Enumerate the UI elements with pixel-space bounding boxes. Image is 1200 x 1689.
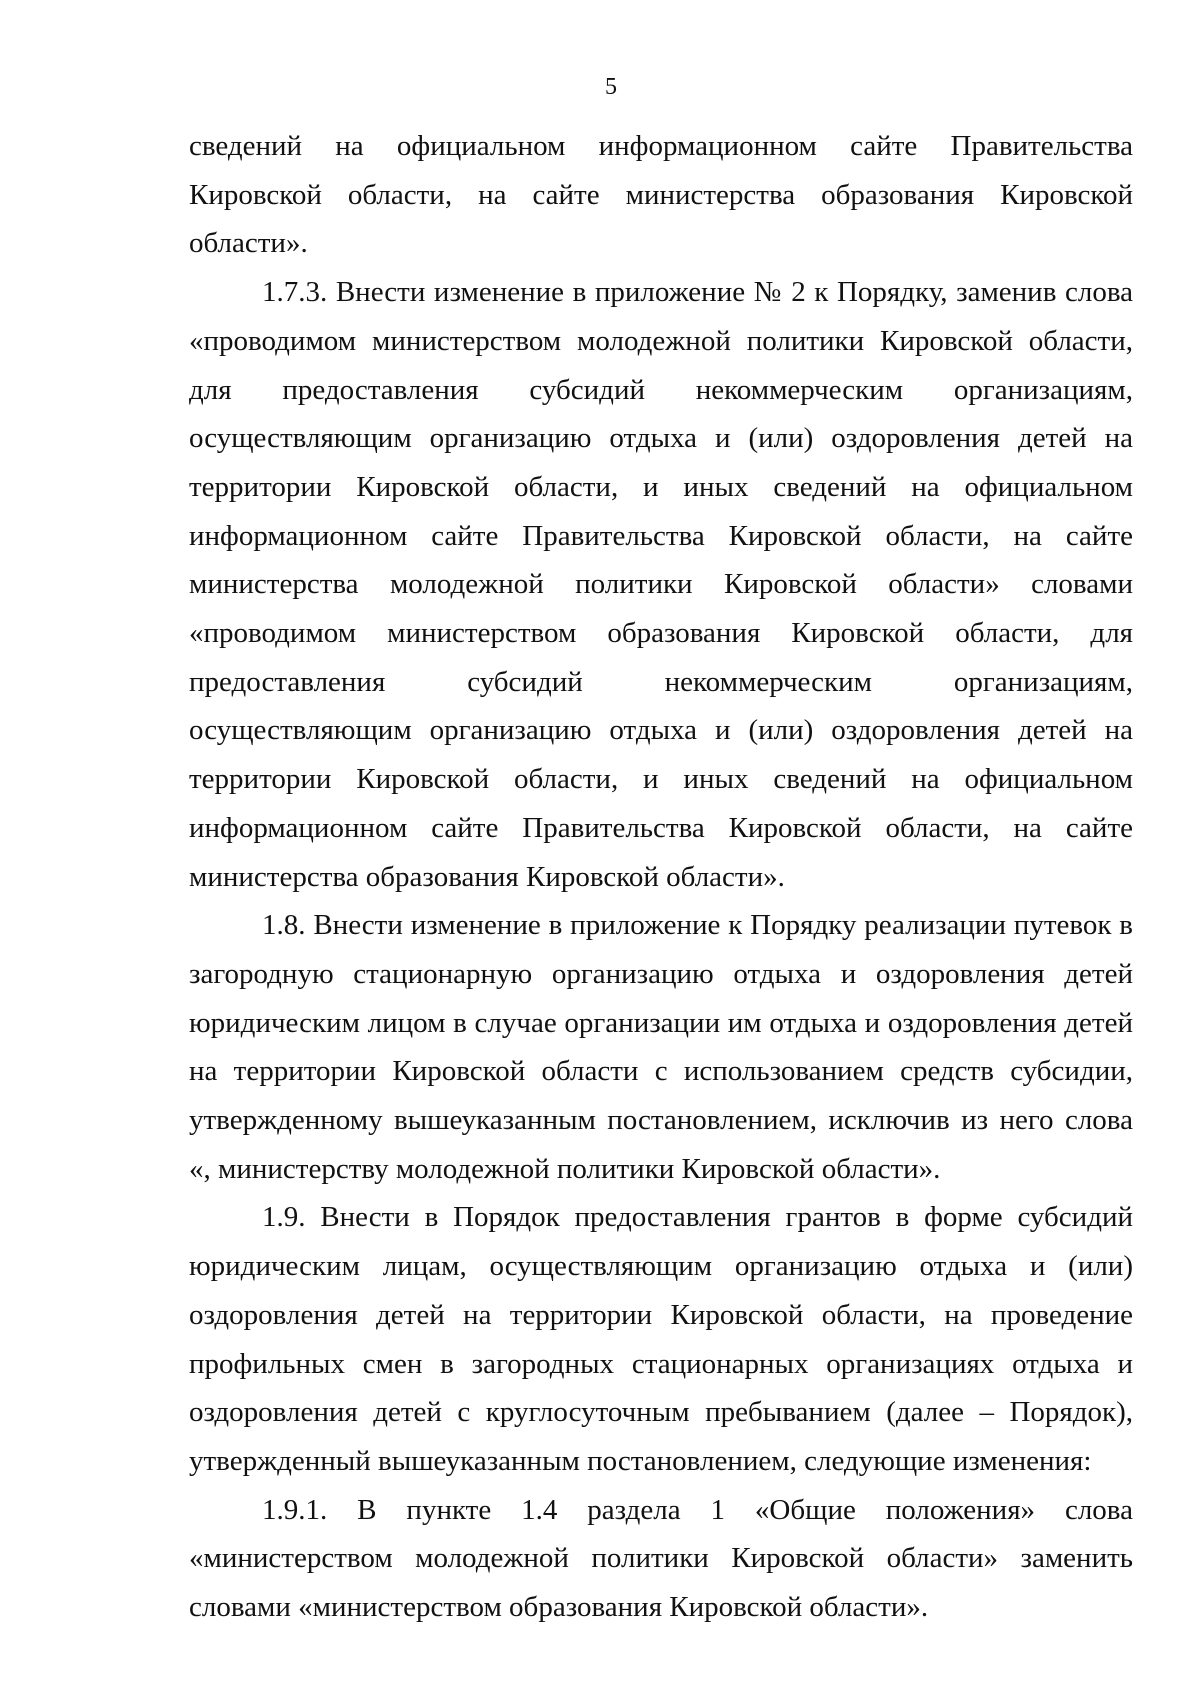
paragraph-1-9: 1.9. Внести в Порядок предоставления грантов в форме субсидий юридическим лицам, осуществляющим организацию отдыха и (или) оздоровления детей на территории Кировской области, на проведение профильных смен в загородных стационарных организациях отдыха и оздоровления детей с круглосуточным пребыванием (далее – Порядок), утвержденный вышеуказанным постановлением, следующие изменения: bbox=[189, 1201, 1133, 1477]
paragraph-1-9-1: 1.9.1. В пункте 1.4 раздела 1 «Общие положения» слова «министерством молодежной политики Кировской области» заменить словами «министерством образования Кировской области». bbox=[189, 1493, 1133, 1624]
paragraph-1-7-3: 1.7.3. Внести изменение в приложение № 2 к Порядку, заменив слова «проводимом министерством молодежной политики Кировской области, для предоставления субсидий некоммерческим организациям, осуществляющим организацию отдыха и (или) оздоровления детей на территории Кировской области, и иных сведений на официальном информационном сайте Правительства Кировской области, на сайте министерства молодежной политики Кировской области» словами «проводимом министерством образования Кировской области, для предоставления субсидий некоммерческим организациям, осуществляющим организацию отдыха и (или) оздоровления детей на территории Кировской области, и иных сведений на официальном информационном сайте Правительства Кировской области, на сайте министерства образования Кировской области». bbox=[189, 276, 1133, 893]
document-body bbox=[189, 122, 1133, 1632]
page-number: 5 bbox=[605, 74, 617, 100]
paragraph-continuation: сведений на официальном информационном сайте Правительства Кировской области, на сайте министерства образования Кировской области». bbox=[189, 130, 1133, 260]
paragraph-1-8: 1.8. Внести изменение в приложение к Порядку реализации путевок в загородную стационарную организацию отдыха и оздоровления детей юридическим лицом в случае организации им отдыха и оздоровления детей на территории Кировской области с использованием средств субсидии, утвержденному вышеуказанным постановлением, исключив из него слова «, министерству молодежной политики Кировской области». bbox=[189, 909, 1133, 1185]
